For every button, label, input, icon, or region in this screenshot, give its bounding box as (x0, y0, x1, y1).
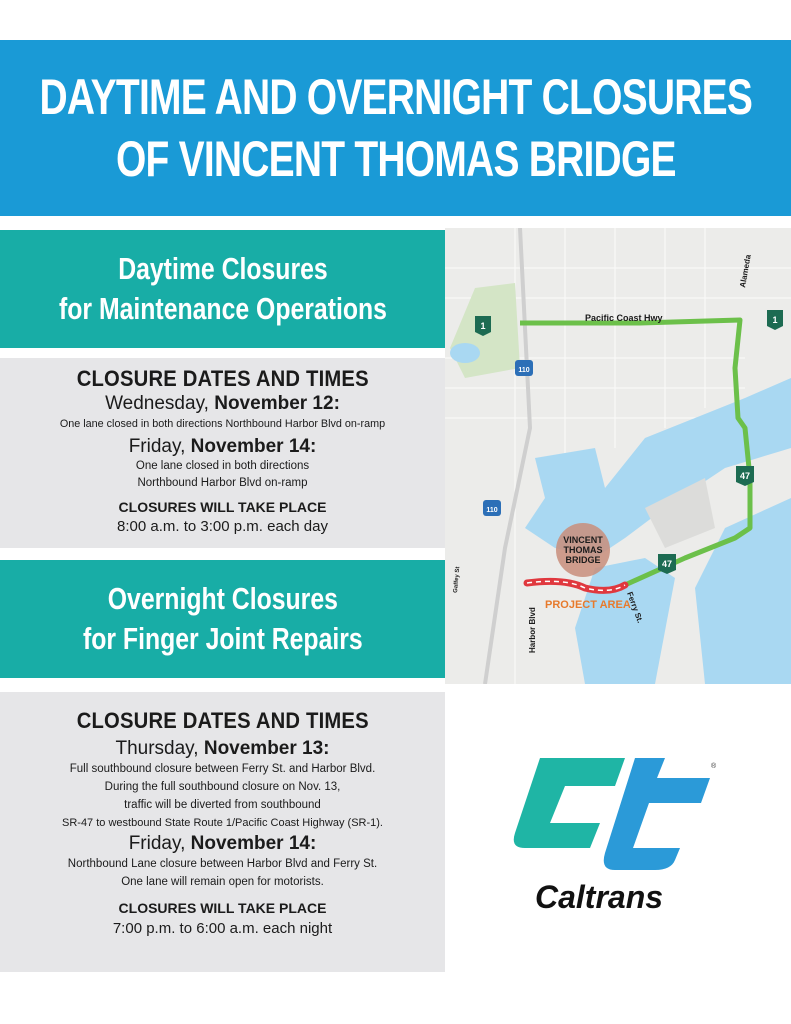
svg-text:47: 47 (739, 471, 751, 481)
overnight-entry-2-desc-2: One lane will remain open for motorists. (121, 876, 324, 888)
overnight-entry-1-desc-3: traffic will be diverted from southbound (124, 799, 321, 811)
overnight-details-panel (0, 692, 445, 972)
svg-text:110: 110 (518, 367, 530, 374)
svg-text:PROJECT AREA: PROJECT AREA (545, 599, 631, 611)
svg-text:Alameda: Alameda (738, 253, 753, 289)
svg-text:110: 110 (486, 507, 498, 514)
overnight-entry-1-desc-2: During the full southbound closure on Nov. 13, (104, 781, 341, 793)
map-graphic (445, 228, 791, 684)
daytime-entry-1-desc: One lane closed in both directions Northbound Harbor Blvd on-ramp (59, 418, 386, 430)
svg-text:Gaffey St: Gaffey St (453, 566, 462, 594)
svg-text:1: 1 (480, 321, 486, 331)
daytime-entry-1-date (105, 393, 340, 415)
overnight-entry-1-desc-1: Full southbound closure between Ferry St. and Harbor Blvd. (69, 763, 376, 775)
daytime-entry-2-date (129, 436, 317, 458)
overnight-entry-2-date (129, 833, 317, 855)
day-name: Thursday, (115, 738, 199, 759)
svg-text:1: 1 (772, 315, 778, 325)
svg-text:VINCENT: VINCENT (563, 535, 603, 545)
day-name: Wednesday, (105, 393, 209, 414)
svg-text:BRIDGE: BRIDGE (565, 555, 601, 565)
overnight-entry-2-desc-1: Northbound Lane closure between Harbor Blvd and Ferry St. (67, 858, 378, 870)
daytime-heading (0, 230, 445, 348)
title-line-1: DAYTIME AND OVERNIGHT CLOSURES (39, 69, 752, 125)
title-banner (0, 40, 791, 216)
date: November 14: (190, 833, 317, 854)
overnight-hours: 7:00 p.m. to 6:00 a.m. each night (112, 920, 333, 937)
daytime-heading-line-1: Daytime Closures (117, 251, 328, 286)
overnight-will-take-place: CLOSURES WILL TAKE PLACE (118, 900, 327, 916)
svg-text:Pacific Coast Hwy: Pacific Coast Hwy (585, 313, 663, 323)
overnight-entry-1-desc-4: SR-47 to westbound State Route 1/Pacific Coast Highway (SR-1). (62, 817, 383, 829)
svg-text:47: 47 (661, 559, 673, 569)
overnight-heading-line-1: Overnight Closures (107, 581, 338, 616)
overnight-entry-1-date (115, 738, 329, 760)
daytime-details-panel (0, 358, 445, 548)
overnight-heading (0, 560, 445, 678)
overnight-heading-line-2: for Finger Joint Repairs (82, 621, 363, 656)
daytime-entry-2-desc-1: One lane closed in both directions (135, 460, 310, 472)
daytime-hours: 8:00 a.m. to 3:00 p.m. each day (117, 518, 328, 535)
date: November 12: (214, 393, 340, 414)
date: November 13: (203, 738, 330, 759)
svg-text:Caltrans: Caltrans (535, 879, 664, 915)
daytime-entry-2-desc-2: Northbound Harbor Blvd on-ramp (137, 477, 308, 489)
title-line-2: OF VINCENT THOMAS BRIDGE (115, 131, 676, 187)
detour-map (445, 228, 791, 684)
caltrans-logo (505, 748, 735, 918)
daytime-will-take-place: CLOSURES WILL TAKE PLACE (118, 499, 327, 515)
daytime-heading-line-2: for Maintenance Operations (58, 291, 387, 326)
overnight-section-header: CLOSURE DATES AND TIMES (76, 708, 369, 733)
day-name: Friday, (128, 833, 186, 854)
date: November 14: (190, 436, 317, 457)
svg-text:®: ® (711, 763, 717, 770)
svg-text:Harbor Blvd: Harbor Blvd (528, 607, 537, 653)
svg-text:THOMAS: THOMAS (563, 545, 603, 555)
day-name: Friday, (128, 436, 186, 457)
caltrans-ct-icon (505, 748, 735, 918)
svg-text:Ferry St.: Ferry St. (625, 590, 645, 625)
daytime-section-header: CLOSURE DATES AND TIMES (76, 366, 369, 391)
